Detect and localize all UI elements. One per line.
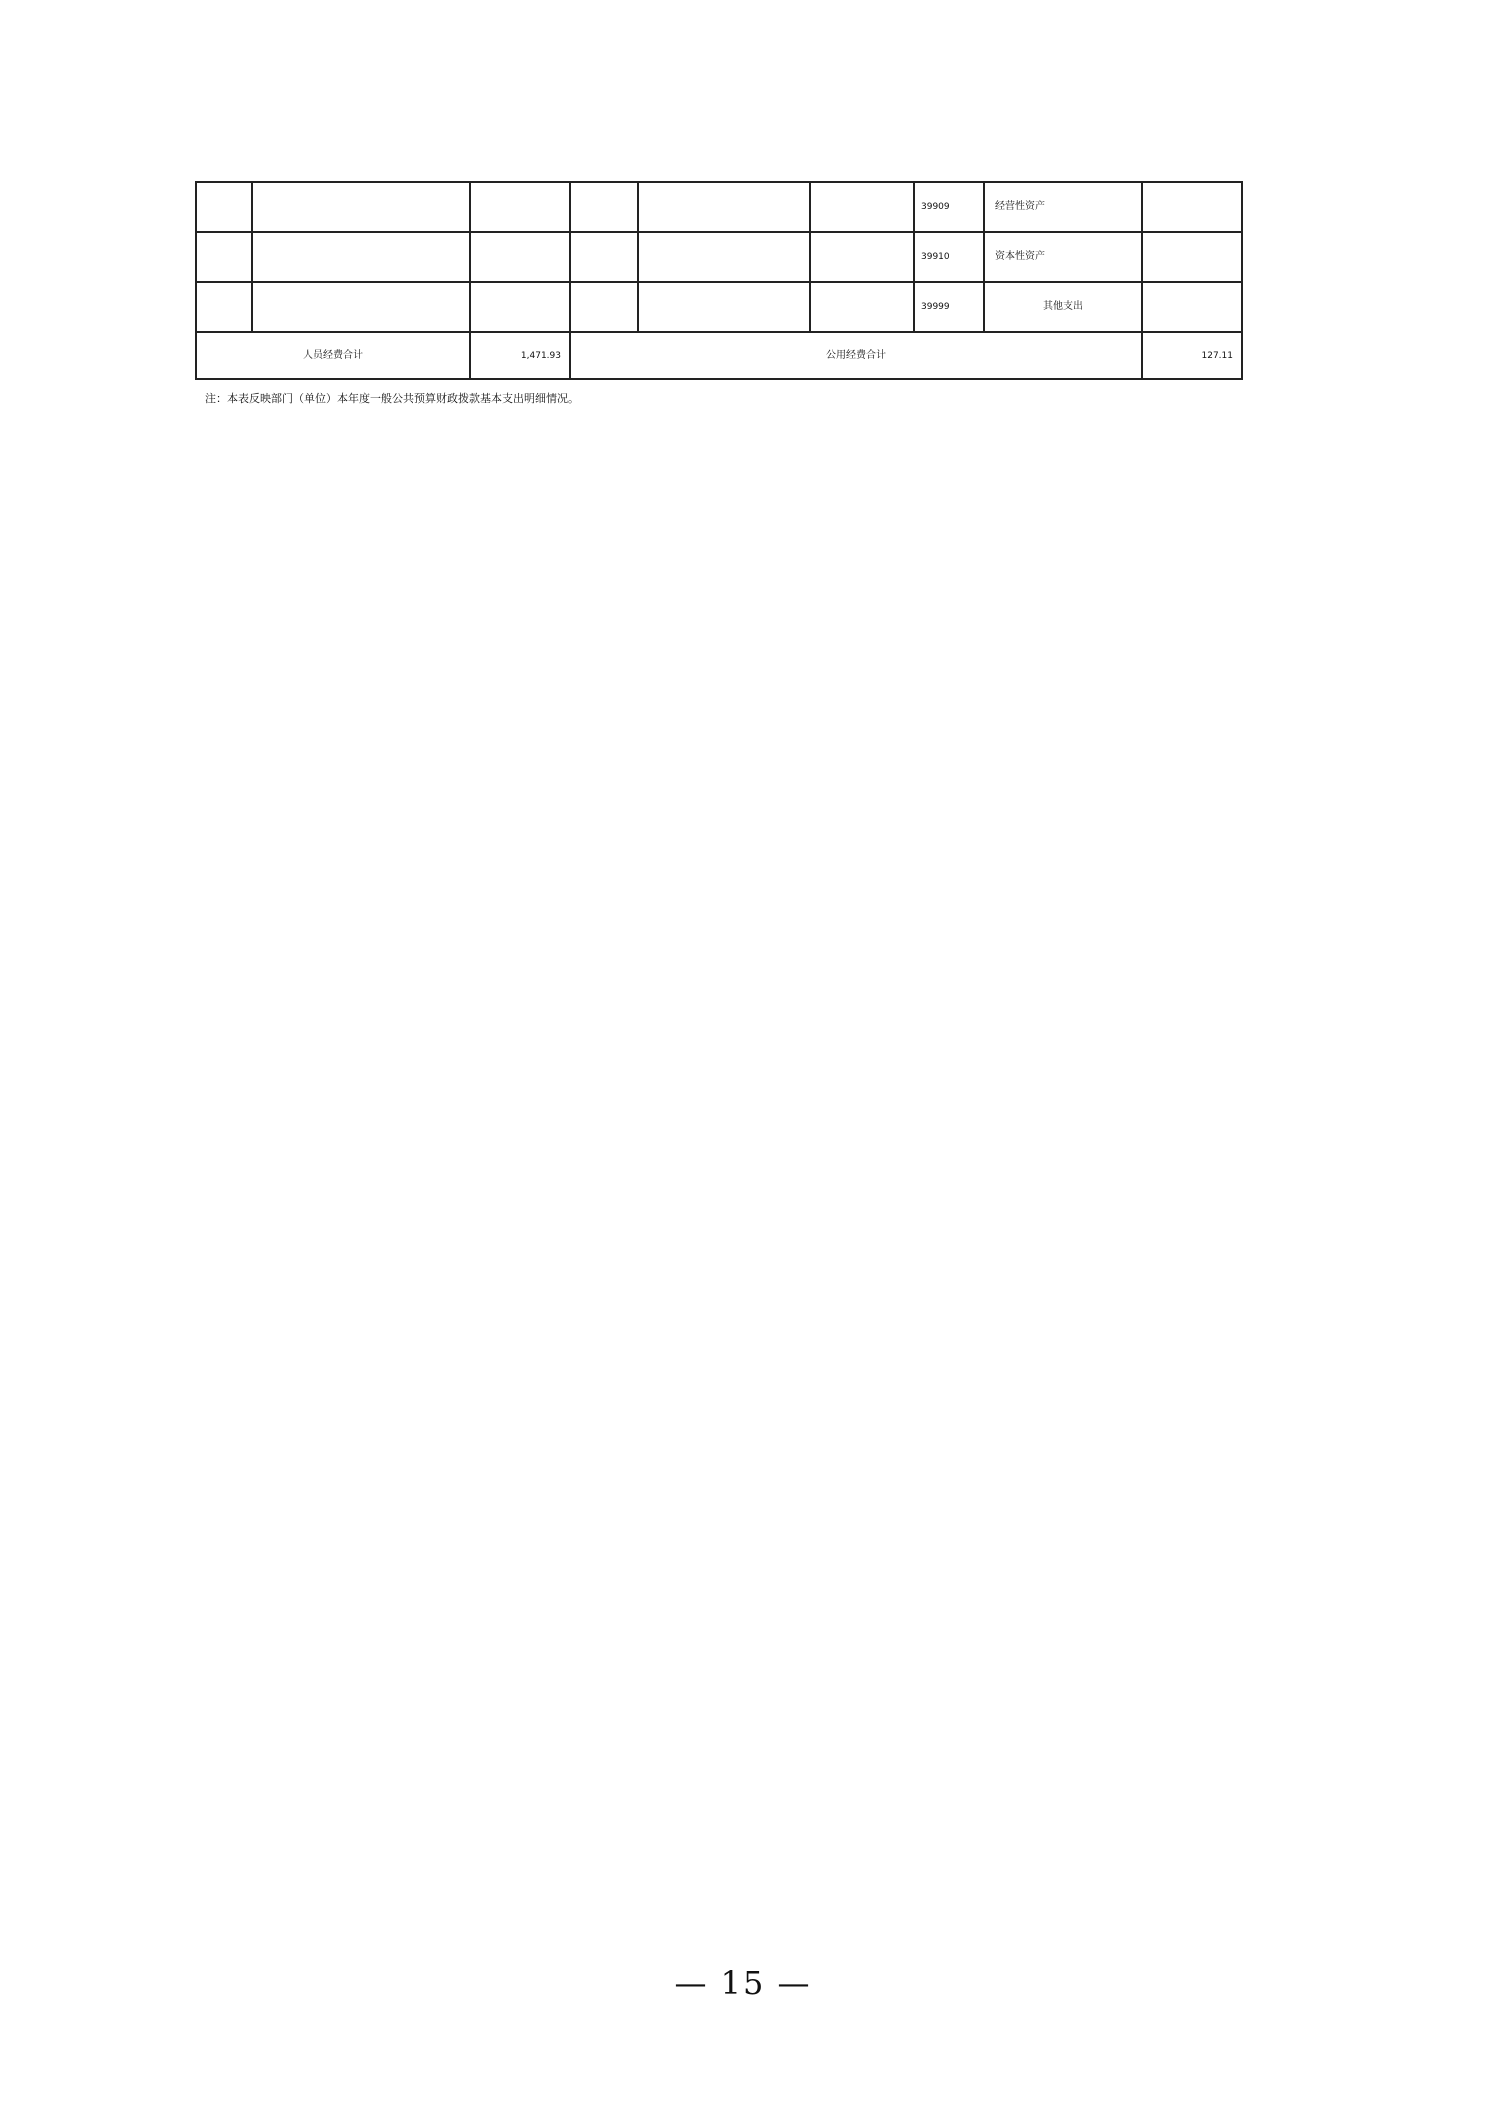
amount-cell: [1142, 182, 1242, 232]
empty-cell: [810, 282, 914, 332]
empty-cell: [196, 232, 252, 282]
subject-code-cell: 39910: [914, 232, 984, 282]
subject-name-cell: 经营性资产: [984, 182, 1142, 232]
public-total-value: 127.11: [1142, 332, 1242, 379]
expenditure-detail-table: [195, 181, 1243, 380]
amount-cell: [1142, 232, 1242, 282]
page-number: — 15 —: [674, 1964, 812, 2002]
personnel-total-value: 1,471.93: [470, 332, 570, 379]
subject-code-cell: 39909: [914, 182, 984, 232]
empty-cell: [810, 232, 914, 282]
empty-cell: [570, 232, 638, 282]
table-footnote: 注：本表反映部门（单位）本年度一般公共预算财政拨款基本支出明细情况。: [205, 392, 579, 405]
table-row: [196, 182, 1242, 232]
empty-cell: [470, 182, 570, 232]
empty-cell: [252, 232, 470, 282]
personnel-total-label: 人员经费合计: [196, 332, 470, 379]
empty-cell: [196, 182, 252, 232]
empty-cell: [638, 232, 810, 282]
amount-cell: [1142, 282, 1242, 332]
totals-row: [196, 332, 1242, 379]
empty-cell: [810, 182, 914, 232]
subject-code-cell: 39999: [914, 282, 984, 332]
table-row: [196, 282, 1242, 332]
empty-cell: [638, 282, 810, 332]
empty-cell: [196, 282, 252, 332]
empty-cell: [470, 232, 570, 282]
empty-cell: [570, 182, 638, 232]
public-total-label: 公用经费合计: [570, 332, 1142, 379]
subject-name-cell: 资本性资产: [984, 232, 1142, 282]
empty-cell: [570, 282, 638, 332]
empty-cell: [638, 182, 810, 232]
empty-cell: [252, 182, 470, 232]
subject-name-cell: 其他支出: [984, 282, 1142, 332]
table-row: [196, 232, 1242, 282]
empty-cell: [470, 282, 570, 332]
empty-cell: [252, 282, 470, 332]
